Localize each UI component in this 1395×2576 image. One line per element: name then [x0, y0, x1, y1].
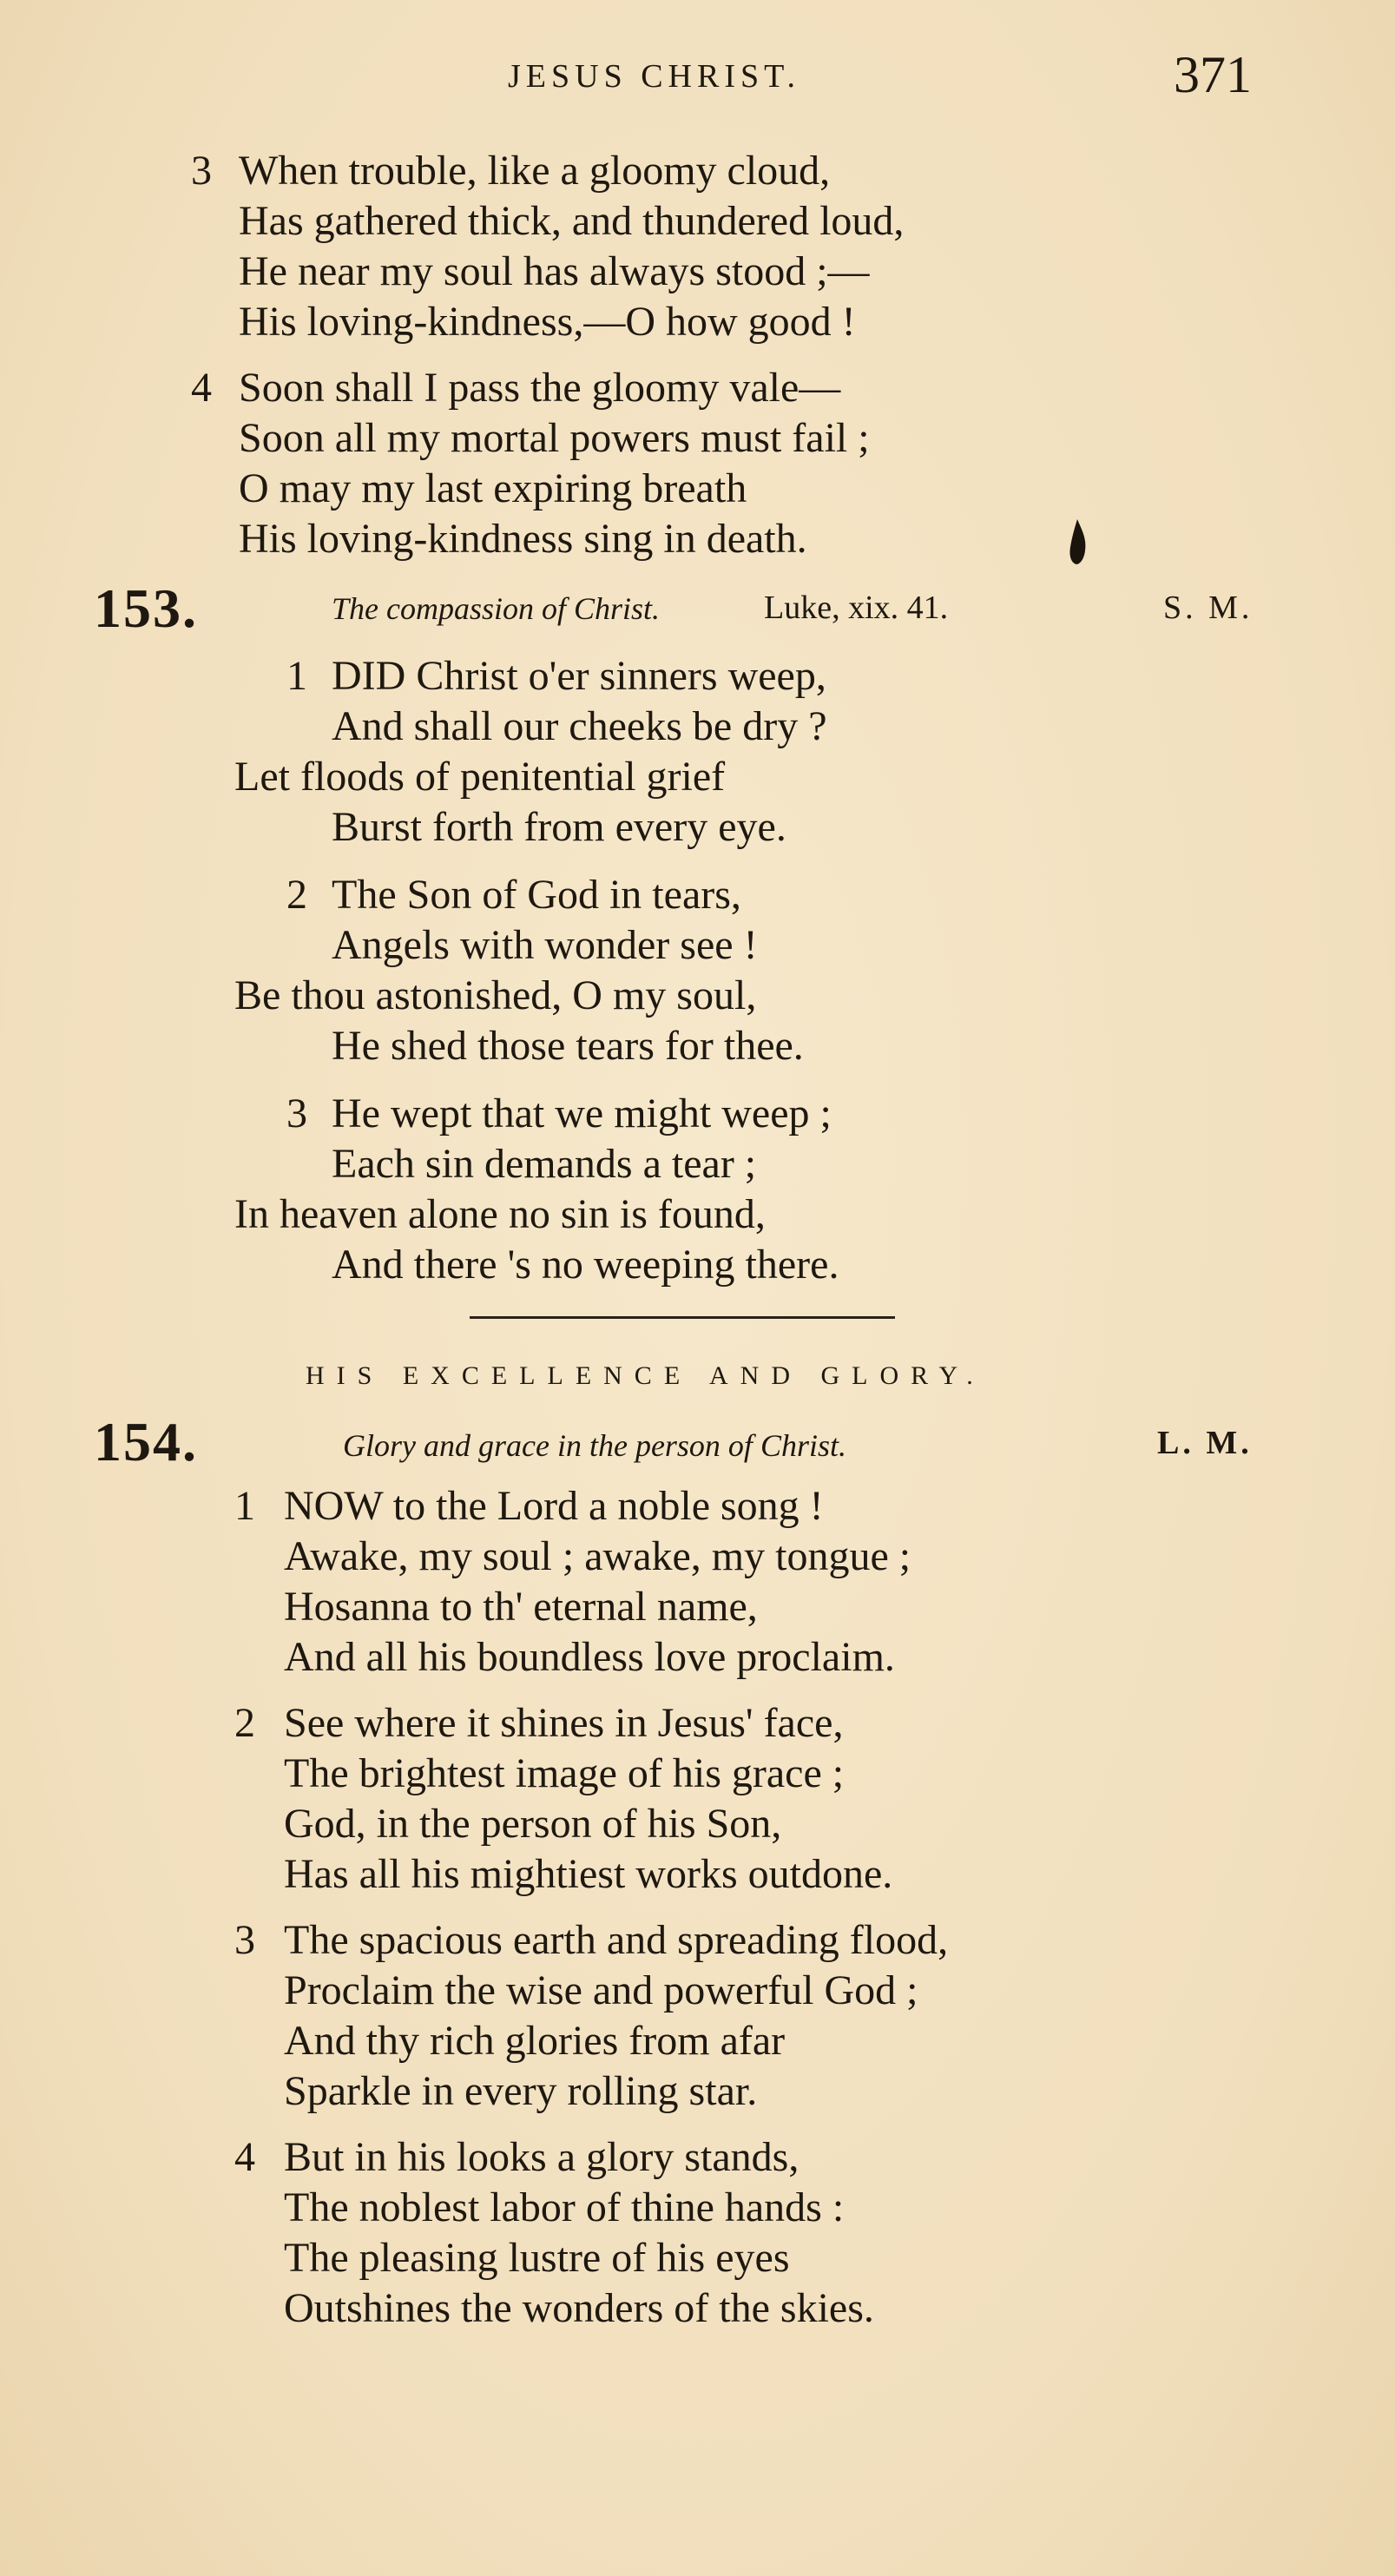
verse-line: Each sin demands a tear ; [332, 1141, 757, 1187]
stanza-number: 4 [191, 365, 212, 411]
stanza-number: 3 [191, 148, 212, 194]
verse-line: And there 's no weeping there. [332, 1242, 839, 1288]
verse-line: The spacious earth and spreading flood, [284, 1917, 949, 1963]
verse-line: And all his boundless love proclaim. [284, 1634, 895, 1680]
running-head: JESUS CHRIST. [508, 58, 801, 95]
verse-line: Hosanna to th' eternal name, [284, 1584, 758, 1630]
verse-line: Angels with wonder see ! [332, 922, 758, 968]
stanza-number: 2 [234, 1700, 255, 1746]
verse-line: Outshines the wonders of the skies. [284, 2285, 874, 2331]
hymn-number: 153. [94, 577, 198, 639]
verse-line: Burst forth from every eye. [332, 804, 786, 850]
verse-line: But in his looks a glory stands, [284, 2134, 799, 2180]
verse-line: And thy rich glories from afar [284, 2018, 786, 2064]
scripture-reference: Luke, xix. 41. [764, 590, 949, 626]
verse-line: Proclaim the wise and powerful God ; [284, 1967, 918, 2013]
verse-line: See where it shines in Jesus' face, [284, 1700, 844, 1746]
verse-line: Soon all my mortal powers must fail ; [239, 415, 870, 461]
verse-line: He near my soul has always stood ;— [239, 248, 870, 294]
verse-line: His loving-kindness sing in death. [239, 516, 807, 562]
verse-line: God, in the person of his Son, [284, 1801, 782, 1847]
hymn-meter: L. M. [1157, 1425, 1253, 1461]
verse-line: In heaven alone no sin is found, [234, 1191, 766, 1237]
verse-line: Has all his mightiest works outdone. [284, 1851, 893, 1897]
stanza-number: 1 [234, 1483, 255, 1529]
section-divider [470, 1316, 895, 1319]
verse-line: NOW to the Lord a noble song ! [284, 1483, 824, 1529]
stanza-number: 3 [286, 1090, 307, 1136]
stanza-number: 3 [234, 1917, 255, 1963]
verse-line: And shall our cheeks be dry ? [332, 703, 827, 749]
verse-line: Let floods of penitential grief [234, 754, 726, 800]
page-number: 371 [1174, 46, 1252, 103]
verse-line: When trouble, like a gloomy cloud, [239, 148, 831, 194]
hymn-title: Glory and grace in the person of Christ. [343, 1428, 846, 1463]
section-heading: HIS EXCELLENCE AND GLORY. [306, 1361, 985, 1390]
verse-line: He wept that we might weep ; [332, 1090, 832, 1136]
stanza-number: 1 [286, 653, 307, 699]
verse-line: The brightest image of his grace ; [284, 1750, 845, 1796]
verse-line: O may my last expiring breath [239, 465, 747, 511]
ink-blot-icon [1066, 517, 1089, 566]
verse-line: Sparkle in every rolling star. [284, 2068, 758, 2114]
verse-line: The Son of God in tears, [332, 872, 741, 918]
verse-line: Be thou astonished, O my soul, [234, 972, 757, 1018]
hymn-meter: S. M. [1163, 590, 1254, 626]
hymn-number: 154. [94, 1411, 198, 1472]
verse-line: Awake, my soul ; awake, my tongue ; [284, 1533, 911, 1579]
verse-line: Soon shall I pass the gloomy vale— [239, 365, 841, 411]
hymn-title: The compassion of Christ. [332, 591, 661, 626]
verse-line: The noblest labor of thine hands : [284, 2184, 845, 2230]
verse-line: DID Christ o'er sinners weep, [332, 653, 826, 699]
verse-line: Has gathered thick, and thundered loud, [239, 198, 905, 244]
verse-line: The pleasing lustre of his eyes [284, 2235, 790, 2281]
stanza-number: 4 [234, 2134, 255, 2180]
stanza-number: 2 [286, 872, 307, 918]
verse-line: He shed those tears for thee. [332, 1023, 804, 1069]
verse-line: His loving-kindness,—O how good ! [239, 299, 856, 345]
